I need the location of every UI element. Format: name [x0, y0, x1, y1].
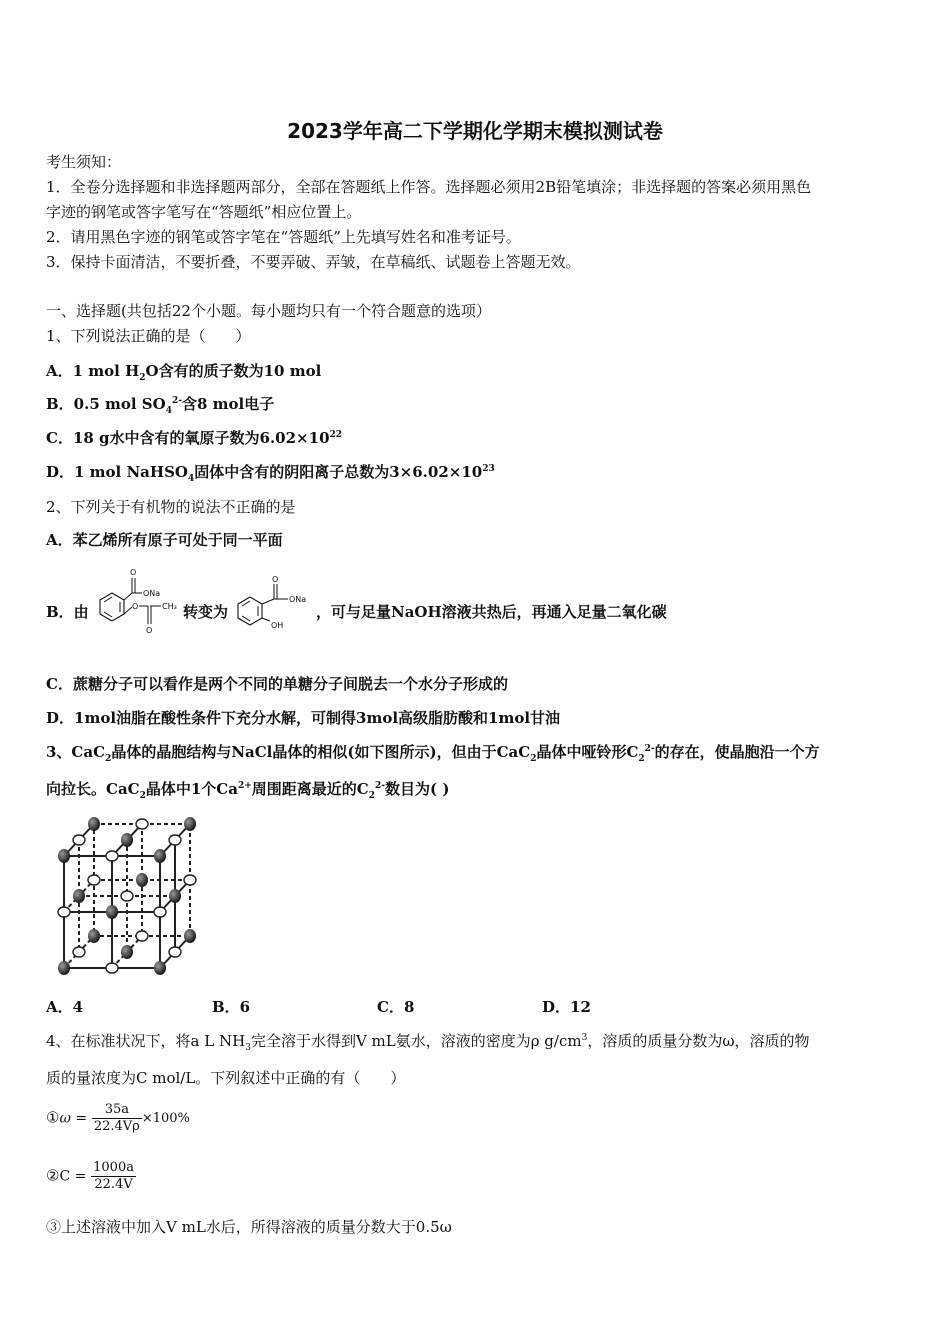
- molecule-1-ch3: CH₃: [162, 602, 177, 611]
- q3-stem-line2: 向拉长。CaC$_2$晶体中1个$Ca^{2+}$周围距离最近的$C_2^{2-}$数目为( ): [46, 780, 450, 801]
- q4-statement-2-mark: ②: [46, 1166, 60, 1185]
- q2-option-a: A．苯乙烯所有原子可处于同一平面: [46, 531, 283, 549]
- molecule-1-o-bottom: O: [146, 626, 153, 635]
- notice-heading: 考生须知：: [46, 153, 122, 171]
- q3-option-a: A．4: [46, 998, 84, 1016]
- q2-option-b-post: ，可与足量NaOH溶液共热后，再通入足量二氧化碳: [316, 603, 667, 621]
- q4-statement-2: ②C = $\frac{1000a}{22.4V}$: [46, 1160, 134, 1192]
- notice-item-1a: 1．全卷分选择题和非选择题两部分，全部在答题纸上作答。选择题必须用2B铅笔填涂；非选择题的答案必须用黑色: [46, 178, 812, 196]
- q2-option-d: D．1mol油脂在酸性条件下充分水解，可制得3mol高级脂肪酸和1mol甘油: [46, 709, 561, 727]
- q3-option-c: C．8: [377, 998, 415, 1016]
- q2-stem: 2、下列关于有机物的说法不正确的是: [46, 498, 296, 516]
- q4-statement-1-fraction: $\frac{35a}{22.4V\rho}$: [93, 1102, 140, 1134]
- q4-statement-1-mark: ①: [46, 1108, 60, 1127]
- q4-statement-2-fraction: $\frac{1000a}{22.4V}$: [93, 1160, 134, 1192]
- molecule-2-image: [230, 572, 320, 638]
- q1-option-a: A．1 mol $H_2O$含有的质子数为10 mol: [46, 362, 322, 383]
- q3-option-b: B．6: [212, 998, 251, 1016]
- notice-item-1b: 字迹的钢笔或答字笔写在“答题纸”相应位置上。: [46, 203, 362, 221]
- q2-option-c: C．蔗糖分子可以看作是两个不同的单糖分子间脱去一个水分子形成的: [46, 675, 508, 693]
- molecule-2-ona: ONa: [289, 595, 307, 604]
- q3-stem-line1: 3、CaC$_2$晶体的晶胞结构与NaCl晶体的相似(如下图所示)，但由于CaC$_2$晶体中哑铃形$C_2^{2-}$的存在，使晶胞沿一个方: [46, 743, 820, 764]
- section-heading: 一、选择题(共包括22个小题。每小题均只有一个符合题意的选项）: [46, 302, 491, 320]
- molecule-1-o-ester: O: [132, 602, 139, 611]
- q1-option-b: B．0.5 mol $SO_4^{2-}$含8 mol电子: [46, 395, 275, 416]
- q2-option-b-mid: 转变为: [183, 603, 229, 621]
- q4-stem-line2: 质的量浓度为C mol/L。下列叙述中正确的有（ ）: [46, 1069, 406, 1087]
- page-title: 2023学年高二下学期化学期末模拟测试卷: [287, 119, 663, 143]
- q4-stem-line1: 4、在标准状况下，将a L $NH_3$完全溶于水得到V mL氨水，溶液的密度为ρ $g/cm^3$，溶质的质量分数为ω，溶质的物: [46, 1032, 810, 1053]
- q1-option-d: D．1 mol NaHSO$_4$固体中含有的阴阳离子总数为$3\times 6.02\times 10^{23}$: [46, 463, 495, 484]
- molecule-1-image: [88, 560, 184, 640]
- molecule-2-oh: OH: [271, 621, 284, 630]
- molecule-2-o-top: O: [272, 575, 279, 584]
- q4-statement-3: ③上述溶液中加入V mL水后，所得溶液的质量分数大于0.5ω: [46, 1218, 452, 1236]
- notice-item-2: 2．请用黑色字迹的钢笔或答字笔在“答题纸”上先填写姓名和准考证号。: [46, 228, 521, 246]
- q2-option-b-label: B．由: [46, 603, 89, 621]
- molecule-1-ona: ONa: [143, 589, 161, 598]
- q3-option-d: D．12: [542, 998, 591, 1016]
- q1-stem: 1、下列说法正确的是（ ）: [46, 327, 251, 345]
- molecule-1-o-top: O: [130, 568, 137, 577]
- q4-statement-1: ①ω = $\frac{35a}{22.4V\rho}$ ×100%: [46, 1102, 190, 1134]
- crystal-unit-cell-diagram: [52, 812, 216, 984]
- notice-item-3: 3．保持卡面清洁，不要折叠，不要弄破、弄皱，在草稿纸、试题卷上答题无效。: [46, 253, 581, 271]
- q1-option-c: C．18 g水中含有的氧原子数为$6.02\times 10^{22}$: [46, 429, 343, 447]
